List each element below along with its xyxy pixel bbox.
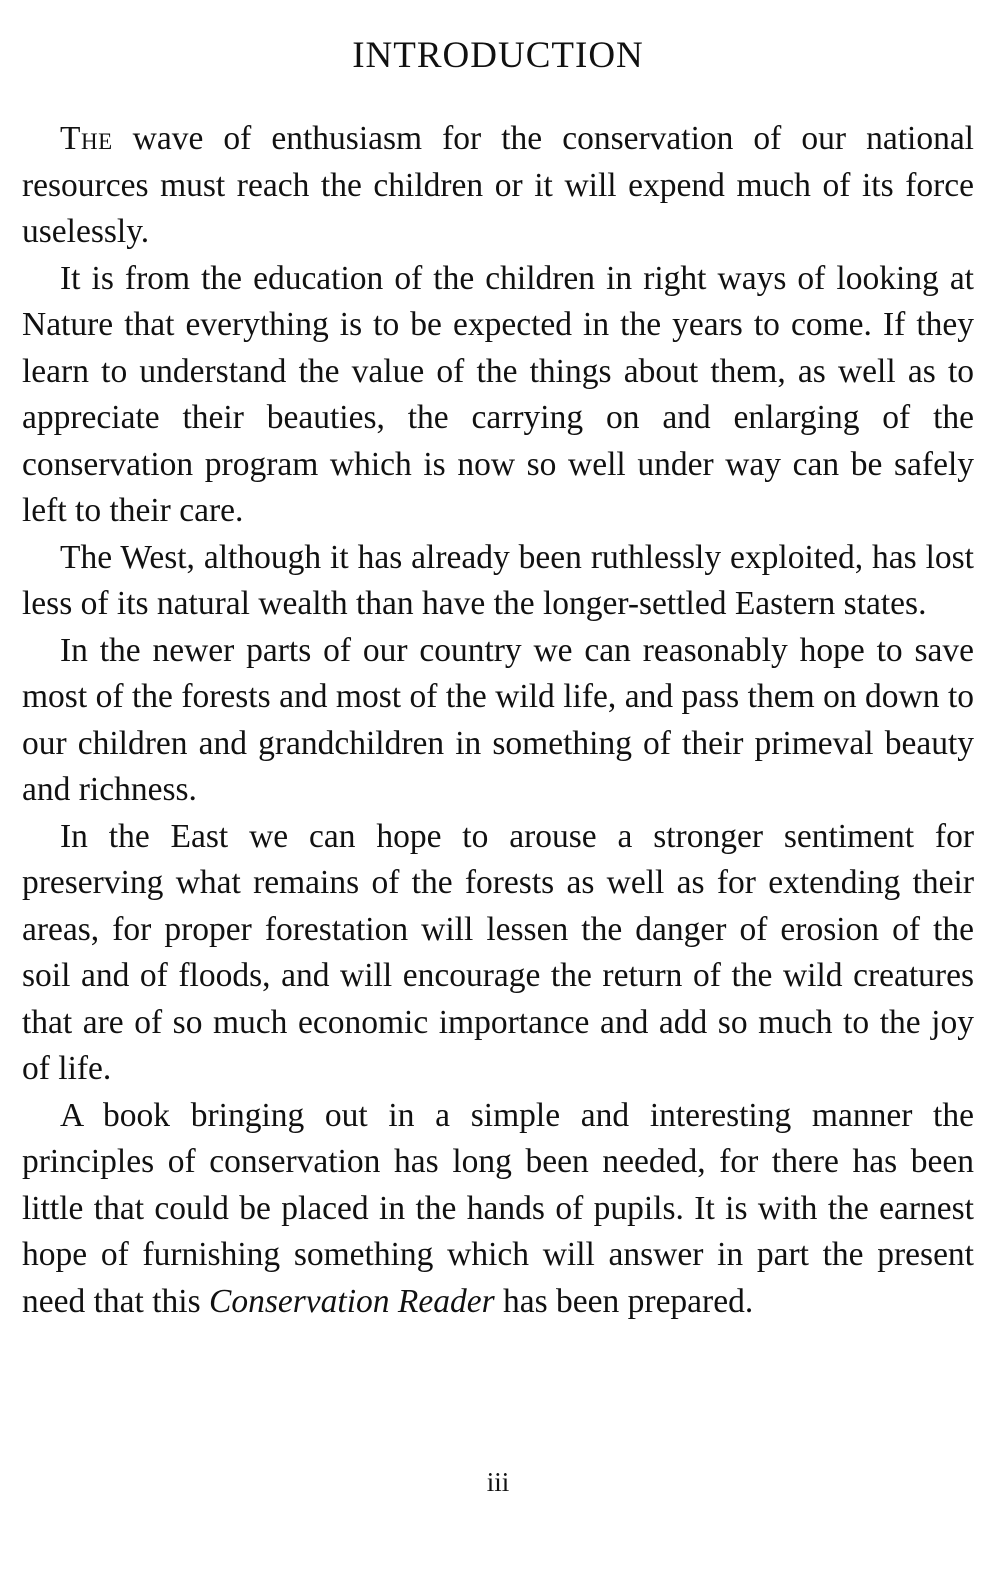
book-page	[22, 0, 974, 1570]
page-number: iii	[486, 1467, 510, 1497]
paragraph-6	[22, 1093, 974, 1326]
paragraph-text: In the newer parts of our country we can reasonably hope to save most of the forests and most of the wild life, and pass them on down to our children and grandchildren in something of their primeval beauty and richness.	[22, 631, 974, 808]
book-title-italic: Conservation Reader	[209, 1282, 495, 1320]
paragraph-5	[22, 814, 974, 1093]
paragraph-text: The West, although it has already been ruthlessly exploited, has lost less of its natural wealth than have the longer-settled Eastern states.	[22, 538, 974, 622]
paragraph-text: It is from the education of the children in right ways of looking at Nature that everything is to be expected in the years to come. If they learn to understand the value of the things about them, as well as to appreciate their beauties, the carrying on and enlarging of the conservation program which is now so well under way can be safely left to their care.	[22, 259, 974, 529]
paragraph-text: In the East we can hope to arouse a stronger sentiment for preserving what remains of the forests as well as for extending their areas, for proper forestation will lessen the danger of erosion of the soil and of floods, and will encourage the return of the wild creatures that are of so much economic importance and add so much to the joy of life.	[22, 817, 974, 1087]
page-title: INTRODUCTION	[352, 35, 644, 76]
paragraph-lead-word: The	[60, 120, 113, 157]
paragraph-2	[22, 256, 974, 535]
paragraph-1	[22, 116, 974, 256]
paragraph-4	[22, 628, 974, 814]
paragraph-text-tail: has been prepared.	[494, 1282, 754, 1320]
paragraph-text: A book bringing out in a simple and interesting manner the principles of conservation has long been needed, for there has been little that could be placed in the hands of pupils. It is with the earnest hope of furnishing something which will answer in part the present need that this	[22, 1096, 974, 1320]
paragraph-3	[22, 535, 974, 628]
paragraph-text: wave of enthusiasm for the conservation of our national resources must reach the children or it will expend much of its force uselessly.	[22, 120, 974, 250]
introduction-body	[22, 116, 974, 1325]
